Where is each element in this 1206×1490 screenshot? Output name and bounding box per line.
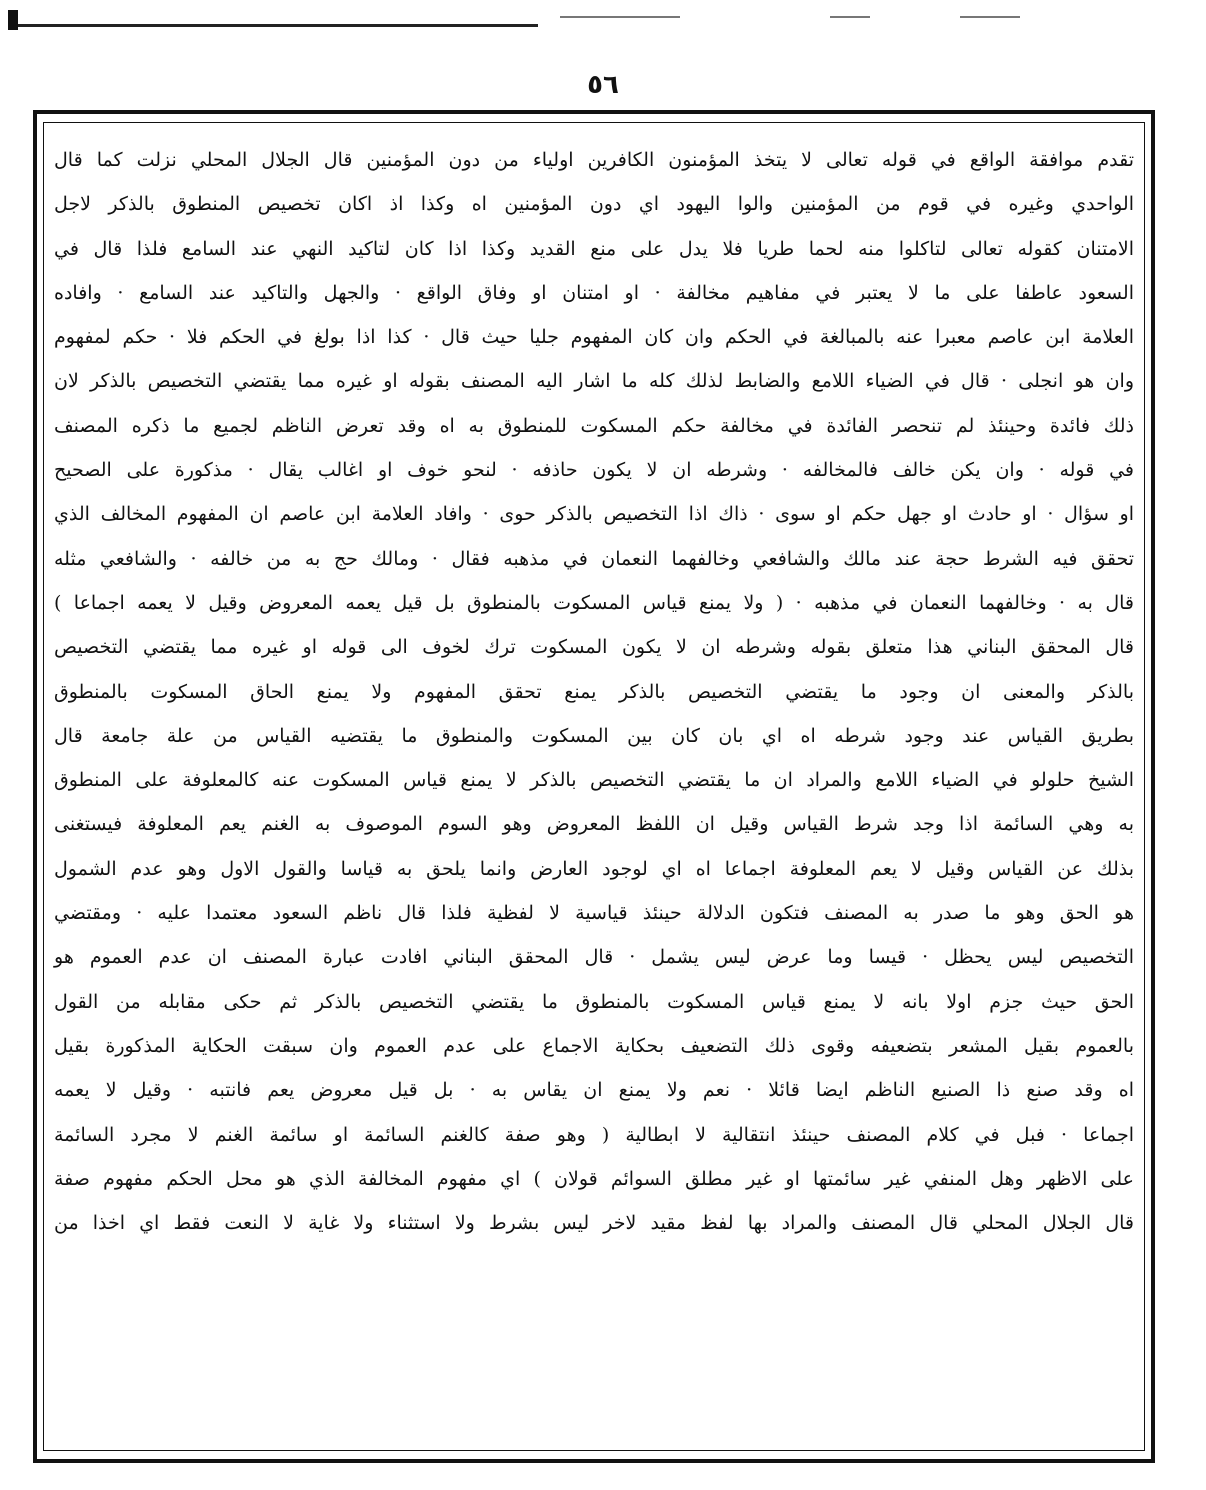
body-text xyxy=(50,138,1138,1438)
text-line: هو الحق وهو ما صدر به المصنف فتكون الدلالة حينئذ قياسية لا لفظية فلذا قال ناظم السعود معتمدا عليه · ومقتضي xyxy=(54,902,1134,925)
text-line: الواحدي وغيره في قوم من المؤمنين والوا اليهود اي دون المؤمنين اه وكذا اذ اكان تخصيص المنطوق بالذكر لاجل xyxy=(54,193,1134,216)
text-line: بالذكر والمعنى ان وجود ما يقتضي التخصيص بالذكر يمنع تحقق المفهوم ولا يمنع الحاق المسكوت بالمنطوق xyxy=(54,680,1134,703)
scan-noise-mark xyxy=(560,16,680,18)
page-number: ٥٦ xyxy=(587,70,619,100)
text-line: او سؤال · او حادث او جهل حكم او سوى · ذاك اذا التخصيص بالذكر حوى · وافاد العلامة ابن عاصم ان المفهوم المخالف الذي xyxy=(54,503,1134,526)
text-line: الحق حيث جزم اولا بانه لا يمنع قياس المسكوت بالمنطوق ما يقتضي التخصيص بالذكر ثم حكى مقابله من القول xyxy=(54,990,1134,1013)
text-line: العلامة ابن عاصم معبرا عنه بالمبالغة في الحكم وان كان المفهوم جليا حيث قال · كذا اذا بولغ في الحكم فلا · حكم لمفهوم xyxy=(54,326,1134,349)
text-line: قال المحقق البناني هذا متعلق بقوله وشرطه ان لا يكون المسكوت ترك لخوف الى قوله او غيره مما يقتضي التخصيص xyxy=(54,636,1134,659)
text-line: التخصيص ليس يحظل · قيسا وما عرض ليس يشمل · قال المحقق البناني افادت عبارة المصنف ان عدم العموم هو xyxy=(54,946,1134,969)
scan-top-rule xyxy=(18,24,538,27)
text-line: تقدم موافقة الواقع في قوله تعالى لا يتخذ المؤمنون الكافرين اولياء من دون المؤمنين قال الجلال المحلي نزلت كما قال xyxy=(54,149,1134,171)
text-line: الامتنان كقوله تعالى لتاكلوا منه لحما طريا فلا يدل على منع القديد وكذا اذا كان لتاكيد النهي عند السامع فلذا قال في xyxy=(54,237,1134,260)
text-line: في قوله · وان يكن خالف فالمخالفه · وشرطه ان لا يكون حاذفه · لنحو خوف او اغالب يقال · مذكورة على الصحيح xyxy=(54,459,1134,482)
text-line: به وهي السائمة اذا وجد شرط القياس وقيل ان اللفظ المعروض وهو السوم الموصوف به الغنم يعم المعلوفة فيستغنى xyxy=(54,813,1134,836)
text-line: بطريق القياس عند وجود شرطه اه اي بان كان بين المسكوت والمنطوق ما يقتضيه القياس من علة جامعة قال xyxy=(54,724,1134,747)
text-line: وان هو انجلى · قال في الضياء اللامع والضابط لذلك كله ما اشار اليه المصنف بقوله او غيره مما يقتضي التخصيص بالذكر لان xyxy=(54,370,1134,393)
text-line: قال به · وخالفهما النعمان في مذهبه · ( ولا يمنع قياس المسكوت بالمنطوق بل قيل يعمه المعروض وقيل لا يعمه اجماعا ) xyxy=(54,591,1134,614)
scan-edge-mark xyxy=(8,10,18,30)
text-line: اه وقد صنع ذا الصنيع الناظم ايضا قائلا · نعم ولا يمنع ان يقاس به · بل قيل معروض يعم فانتبه · وقيل لا يعمه xyxy=(54,1079,1134,1102)
text-line: الشيخ حلولو في الضياء اللامع والمراد ان ما يقتضي التخصيص بالذكر لا يمنع قياس المسكوت عنه كالمعلوفة على المنطوق xyxy=(54,769,1134,792)
text-line: قال الجلال المحلي قال المصنف والمراد بها لفظ مقيد لاخر ليس بشرط ولا استثناء ولا غاية لا النعت فقط اي اخذا من xyxy=(54,1212,1134,1235)
text-line: اجماعا · فبل في كلام المصنف حينئذ انتقالية لا ابطالية ( وهو صفة كالغنم السائمة او سائمة الغنم لا مجرد السائمة xyxy=(54,1123,1134,1146)
text-line: بالعموم بقيل المشعر بتضعيفه وقوى ذلك التضعيف بحكاية الاجماع على عدم العموم وان سبقت الحكاية المذكورة بقيل xyxy=(54,1034,1134,1057)
scan-noise-mark xyxy=(960,16,1020,18)
text-line: ذلك فائدة وحينئذ لم تنحصر الفائدة في مخالفة حكم المسكوت للمنطوق به اه وقد تعرض الناظم لجميع ما ذكره المصنف xyxy=(54,414,1134,437)
text-line: بذلك عن القياس وقيل لا يعم المعلوفة اجماعا اه اي لوجود العارض وانما يلحق به قياسا والقول الاول وهو عدم الشمول xyxy=(54,857,1134,880)
text-line: على الاظهر وهل المنفي غير سائمتها او غير مطلق السوائم قولان ) اي مفهوم المخالفة الذي هو محل الحكم مفهوم صفة xyxy=(54,1167,1134,1190)
text-line: السعود عاطفا على ما لا يعتبر في مفاهيم مخالفة · او امتنان او وفاق الواقع · والجهل والتاكيد عند السامع · وافاده xyxy=(54,281,1134,304)
text-line: تحقق فيه الشرط حجة عند مالك والشافعي وخالفهما النعمان في مذهبه فقال · ومالك حج به من خالفه · والشافعي مثله xyxy=(54,547,1134,570)
scan-noise-mark xyxy=(830,16,870,18)
